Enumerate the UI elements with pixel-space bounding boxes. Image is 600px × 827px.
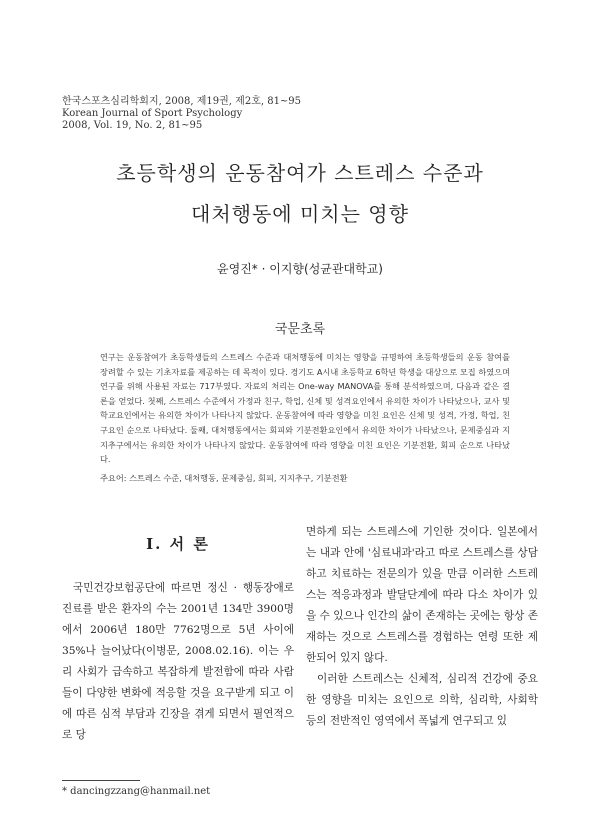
journal-header-volume: 2008, Vol. 19, No. 2, 81~95 — [62, 120, 203, 131]
authors: 윤영진* · 이지향(성균관대학교) — [217, 262, 383, 276]
body-right-paragraph-1: 면하게 되는 스트레스에 기인한 것이다. 일본에서는 내과 안에 '심료내과'라고 따로 스트레스를 상담하고 치료하는 전문의가 있을 만큼 이러한 스트레스는 적응과정과 발달단계에 따라 다소 차이가 있을 수 있으나 인간의 삶이 존재하는 곳에는 항상 존재하는 것으로 스트레스를 경험하는 연령 또한 제한되어 있지 않다. — [306, 526, 538, 664]
body-right-column — [306, 522, 538, 732]
journal-header — [62, 96, 301, 132]
footnote-email: * dancingzzang@hanmail.net — [62, 786, 211, 797]
body-left-column: 국민건강보험공단에 따르면 정신 · 행동장애로 진료를 받은 환자의 수는 2001년 134만 3900명에서 2006년 180만 7762명으로 5년 사이에 35%나 늘어났다(이병문, 2008.02.16). 이는 우리 사회가 급속하고 복잡하게 발전함에 따라 사람들이 다양한 변화에 적응할 것을 요구받게 되고 이에 따른 심적 부담과 긴장을 겪게 되면서 필연적으로 당 — [62, 582, 294, 741]
paper-title-line2: 대처행동에 미치는 영향 — [191, 202, 409, 226]
abstract-body: 연구는 운동참여가 초등학생들의 스트레스 수준과 대처행동에 미치는 영향을 규명하여 초등학생들의 운동 참여를 장려할 수 있는 기초자료를 제공하는 데 목적이 있다. 경기도 A시내 초등학교 6학년 학생을 대상으로 모집 하였으며 연구를 위해 사용된 자료는 717부였다. 자료의 처리는 One-way MANOVA를 통해 분석하였으며, 다음과 같은 결론을 얻었다. 첫째, 스트레스 수준에서 가정과 친구, 학업, 신체 및 성격요인에서 유의한 차이가 나타났으나, 교사 및 학교요인에서는 유의한 차이가 나타나지 않았다. 운동참여에 따라 영향을 미친 요인은 신체 및 성격, 가정, 학업, 친구요인 순으로 나타났다. 둘째, 대처행동에서는 회피와 기분전환요인에서 유의한 차이가 나타났으나, 문제중심과 지지추구에서는 유의한 차이가 나타나지 않았다. 운동참여에 따라 영향을 미친 요인은 기분전환, 회피 순으로 나타났다. — [100, 352, 510, 465]
keywords: 주요어: 스트레스 수준, 대처행동, 문제중심, 회피, 지지추구, 기분전환 — [100, 473, 348, 483]
body-right-paragraph-2: 이러한 스트레스는 신체적, 심리적 건강에 중요한 영향을 미치는 요인으로 의학, 심리학, 사회학 등의 전반적인 영역에서 폭넓게 연구되고 있 — [306, 673, 538, 727]
abstract-heading: 국문초록 — [274, 322, 326, 337]
footnote-divider — [62, 780, 140, 781]
journal-header-korean: 한국스포츠심리학회지, 2008, 제19권, 제2호, 81~95 — [62, 96, 302, 107]
section-heading-introduction: I. 서 론 — [146, 535, 210, 553]
paper-title-line1: 초등학생의 운동참여가 스트레스 수준과 — [116, 161, 484, 185]
journal-header-english: Korean Journal of Sport Psychology — [62, 108, 243, 119]
